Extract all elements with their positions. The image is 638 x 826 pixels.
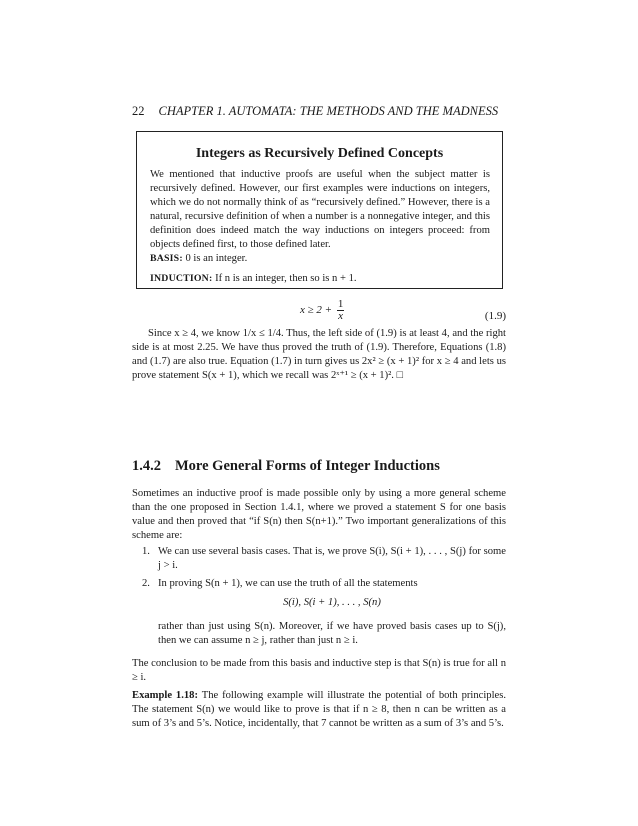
basis-text: 0 is an integer. (185, 253, 248, 264)
section-heading (132, 458, 440, 475)
example-paragraph (132, 689, 506, 731)
list-item-1: We can use several basis cases. That is, we prove S(i), S(i + 1), . . . , S(j) for some j > i. (158, 546, 506, 571)
fraction-numerator: 1 (337, 298, 344, 310)
basis-label: BASIS: (150, 253, 183, 264)
fraction-denominator: x (338, 310, 344, 322)
list-item-2: In proving S(n + 1), we can use the truth of all the statements (158, 578, 418, 589)
section-title: More General Forms of Integer Inductions (175, 458, 440, 474)
equation-fraction (337, 299, 345, 322)
list-item-1-number: 1. (142, 546, 150, 557)
section-number: 1.4.2 (132, 458, 161, 474)
sidebar-induction (150, 272, 490, 286)
page-number: 22 (132, 104, 145, 118)
list-item-2-number: 2. (142, 578, 150, 589)
sidebar-title: Integers as Recursively Defined Concepts (195, 146, 444, 161)
list-item-2-continuation: rather than just using S(n). Moreover, if we have proved basis cases up to S(j), then we can assume n ≥ j, rather than just n ≥ i. (158, 621, 506, 646)
paragraph-proof-conclusion: Since x ≥ 4, we know 1/x ≤ 1/4. Thus, the left side of (1.9) is at least 4, and the right side is at most 2.25. We have thus proved the truth of (1.9). Therefore, Equations (1.8) and (1.7) are also true. Equation (1.7) in turn gives us 2x² ≥ (x + 1)² for x ≥ 4 and lets us prove statement S(x + 1), which we recall was 2ˣ⁺¹ ≥ (x + 1)². □ (132, 328, 506, 381)
equation-lhs: x ≥ 2 + (300, 304, 333, 317)
example-label: Example 1.18: (132, 690, 198, 701)
sidebar-basis (150, 252, 490, 266)
paragraph-conclusion: The conclusion to be made from this basis and inductive step is that S(n) is true for all n ≥ i. (132, 658, 506, 683)
list-item-2-display: S(i), S(i + 1), . . . , S(n) (283, 597, 381, 608)
induction-text: If n is an integer, then so is n + 1. (215, 273, 357, 284)
sidebar-paragraph: We mentioned that inductive proofs are useful when the subject matter is recursively defined. However, our first examples were inductions on integers, which we do not normally think of as “recursively defined.” However, there is a natural, recursive definition of when a number is a nonnegative integer, and this definition does indeed match the way inductions on integers proceed: from objects defined first, to those defined later. (150, 169, 490, 250)
equation-number: (1.9) (484, 310, 506, 322)
equation-1-9 (300, 299, 344, 322)
running-title: CHAPTER 1. AUTOMATA: THE METHODS AND THE MADNESS (158, 104, 499, 118)
induction-label: INDUCTION: (150, 273, 213, 284)
paragraph-generalizations: Sometimes an inductive proof is made possible only by using a more general scheme than the one proposed in Section 1.4.1, where we proved a statement S for one basis value and then proved that “if S(n) then S(n+1).” Two important generalizations of this scheme are: (132, 488, 506, 541)
running-header (132, 104, 512, 119)
example-text: The following example will illustrate the potential of both principles. The statement S(n) we would like to prove is that if n ≥ 8, then n can be written as a sum of 3’s and 5’s. Notice, incidentally, that 7 cannot be written as a sum of 3’s and 5’s. (132, 690, 506, 729)
